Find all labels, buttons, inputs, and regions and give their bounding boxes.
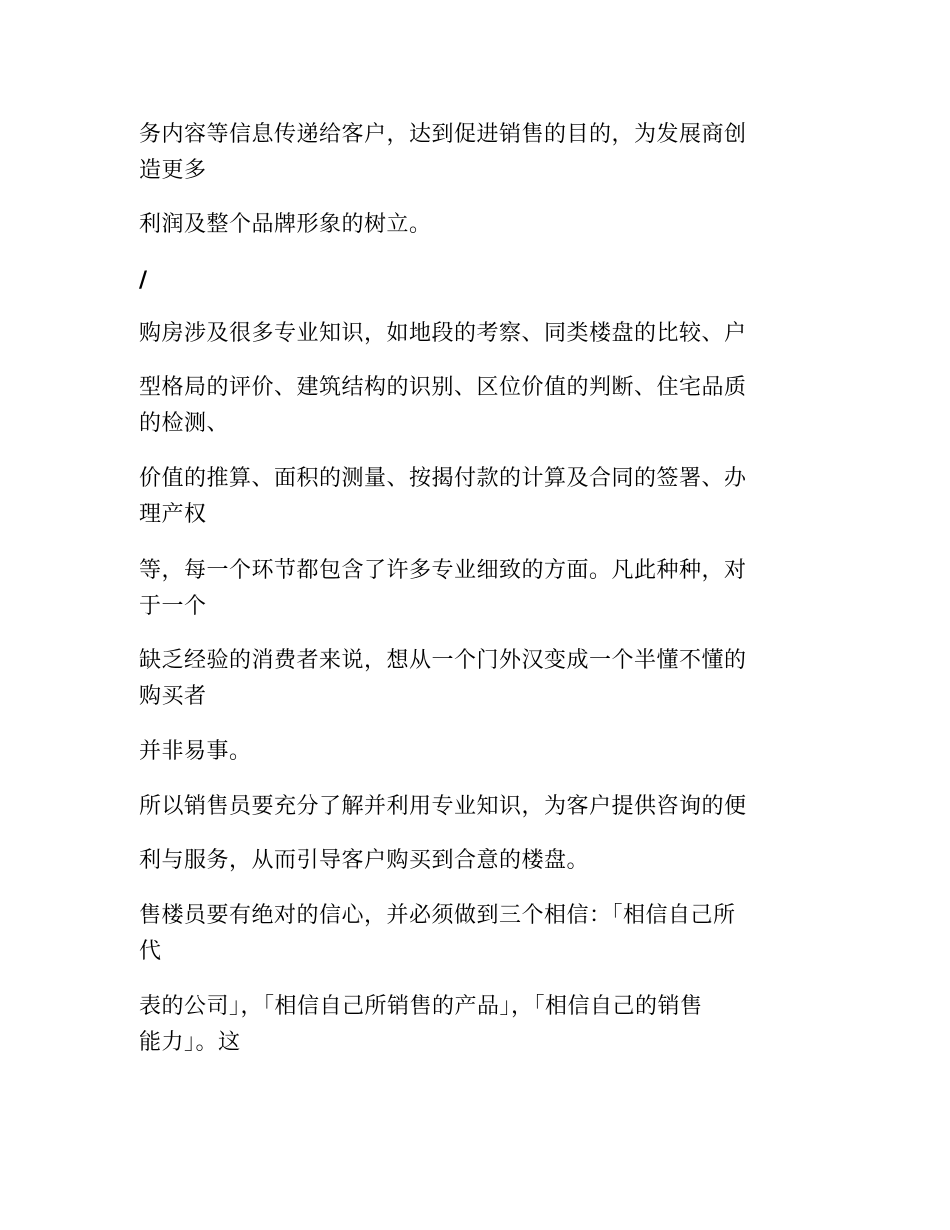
paragraph-3: [139, 316, 804, 352]
paragraph-line: 代: [139, 939, 162, 964]
paragraph-line: 型格局的评价、建筑结构的识别、区位价值的判断、住宅品质: [139, 375, 747, 400]
separator-slash: [139, 263, 804, 299]
paragraph-7: [139, 643, 804, 715]
paragraph-line: 购买者: [139, 684, 207, 709]
paragraph-line: 于一个: [139, 594, 207, 619]
paragraph-line: 等，每一个环节都包含了许多专业细致的方面。凡此种种，对: [139, 558, 747, 583]
paragraph-line: 表的公司」，「相信自己所销售的产品」，「相信自己的销售: [139, 994, 703, 1019]
paragraph-line: 价值的推算、面积的测量、按揭付款的计算及合同的签署、办: [139, 466, 747, 491]
paragraph-4: [139, 370, 804, 442]
paragraph-11: [139, 898, 804, 970]
paragraph-8: [139, 734, 804, 770]
paragraph-line: 造更多: [139, 158, 207, 183]
paragraph-line: 所以销售员要充分了解并利用专业知识，为客户提供咨询的便: [139, 794, 747, 819]
paragraph-line: 务内容等信息传递给客户，达到促进销售的目的，为发展商创: [139, 122, 747, 147]
paragraph-line: 利润及整个品牌形象的树立。: [139, 212, 432, 237]
paragraph-line: 能力」。这: [139, 1030, 241, 1055]
paragraph-line: 理产权: [139, 502, 207, 527]
paragraph-line: 缺乏经验的消费者来说，想从一个门外汉变成一个半懂不懂的: [139, 648, 747, 673]
paragraph-line: 的检测、: [139, 411, 230, 436]
paragraph-10: [139, 843, 804, 879]
paragraph-2: [139, 207, 804, 243]
paragraph-1: [139, 117, 804, 189]
paragraph-line: 并非易事。: [139, 739, 252, 764]
paragraph-line: 售楼员要有绝对的信心，并必须做到三个相信：「相信自己所: [139, 903, 736, 928]
paragraph-12: [139, 989, 804, 1061]
paragraph-line: 购房涉及很多专业知识，如地段的考察、同类楼盘的比较、户: [139, 321, 747, 346]
paragraph-9: [139, 789, 804, 825]
paragraph-6: [139, 553, 804, 625]
paragraph-line: /: [139, 268, 148, 293]
paragraph-line: 利与服务，从而引导客户购买到合意的楼盘。: [139, 848, 590, 873]
paragraph-5: [139, 461, 804, 533]
